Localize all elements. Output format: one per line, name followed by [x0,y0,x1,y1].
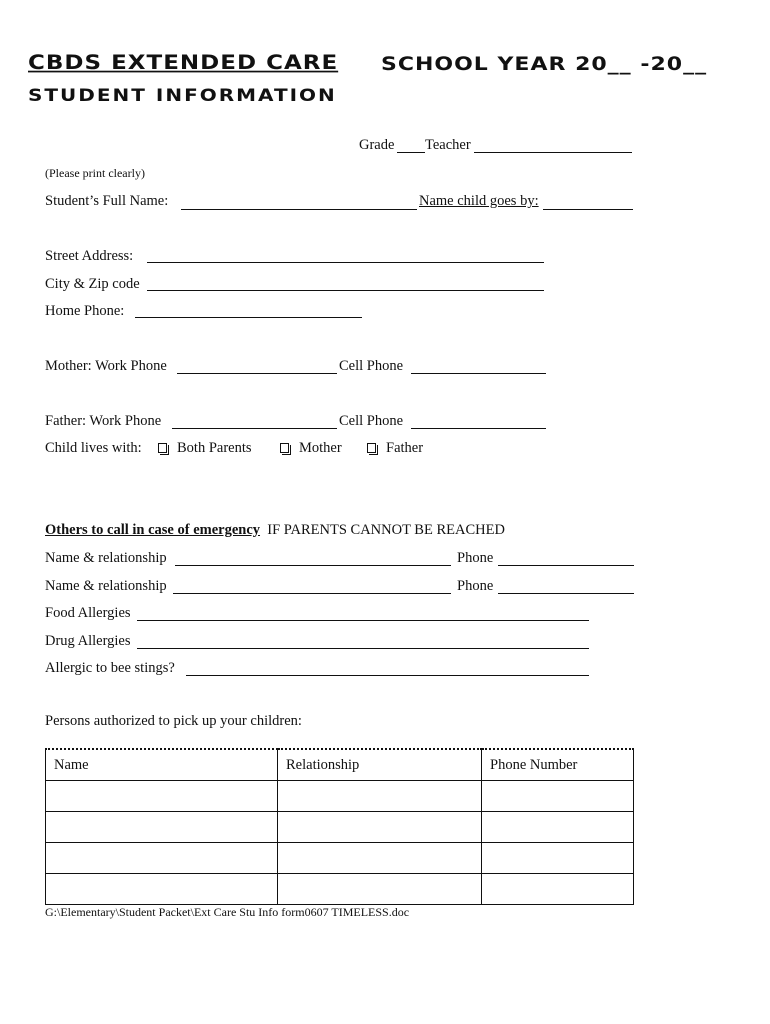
lives-with-label: Child lives with: [45,440,142,456]
table-cell[interactable] [46,843,278,874]
emergency-name-rel-1-label: Name & relationship [45,550,167,566]
column-header-relationship: Relationship [278,749,482,781]
emergency-phone-2-field[interactable] [498,593,634,594]
checkbox-icon[interactable] [158,443,167,453]
option-both-parents-label: Both Parents [177,440,252,456]
table-cell[interactable] [482,812,634,843]
form-subtitle: STUDENT INFORMATION [28,85,337,106]
street-field[interactable] [147,262,544,263]
mother-cell-label: Cell Phone [339,358,404,374]
mother-work-label: Mother: Work Phone [45,358,167,374]
drug-allergies-field[interactable] [137,648,589,649]
grade-field[interactable] [397,152,425,153]
goes-by-field[interactable] [543,209,633,210]
city-zip-label: City & Zip code [45,276,140,292]
father-work-label: Father: Work Phone [45,413,162,429]
table-cell[interactable] [278,812,482,843]
pickup-table [45,748,634,905]
table-header-row [46,749,634,781]
student-name-field[interactable] [181,209,417,210]
table-row [46,874,634,905]
option-mother-label: Mother [299,440,342,456]
table-row [46,843,634,874]
emergency-name-rel-2-field[interactable] [173,593,451,594]
emergency-heading-text: Others to call in case of emergency [45,522,261,538]
table-row [46,781,634,812]
checkbox-icon[interactable] [367,443,376,453]
option-father[interactable] [367,440,423,457]
footer-file-path: G:\Elementary\Student Packet\Ext Care Stu Info form0607 TIMELESS.doc [45,905,410,919]
father-cell-field[interactable] [411,428,546,429]
checkbox-icon[interactable] [280,443,289,453]
goes-by-label: Name child goes by: [419,193,539,209]
table-cell[interactable] [46,781,278,812]
father-cell-label: Cell Phone [339,413,404,429]
table-cell[interactable] [278,874,482,905]
emergency-heading-suffix: IF PARENTS CANNOT BE REACHED [267,522,505,538]
home-phone-field[interactable] [135,317,362,318]
food-allergies-label: Food Allergies [45,605,131,621]
column-header-phone: Phone Number [482,749,634,781]
emergency-phone-2-label: Phone [457,578,494,594]
table-cell[interactable] [482,781,634,812]
table-cell[interactable] [482,874,634,905]
table-cell[interactable] [46,812,278,843]
option-father-label: Father [386,440,424,456]
teacher-field[interactable] [474,152,632,153]
city-zip-field[interactable] [147,290,544,291]
table-cell[interactable] [482,843,634,874]
father-work-field[interactable] [172,428,337,429]
drug-allergies-label: Drug Allergies [45,633,131,649]
home-phone-label: Home Phone: [45,303,125,319]
mother-cell-field[interactable] [411,373,546,374]
column-header-name: Name [46,749,278,781]
table-cell[interactable] [278,843,482,874]
print-note: (Please print clearly) [45,166,145,180]
pickup-intro: Persons authorized to pick up your children: [45,713,302,729]
form-title: CBDS EXTENDED CARE [28,52,339,75]
table-cell[interactable] [278,781,482,812]
emergency-name-rel-1-field[interactable] [175,565,451,566]
street-label: Street Address: [45,248,134,264]
table-cell[interactable] [46,874,278,905]
emergency-name-rel-2-label: Name & relationship [45,578,167,594]
food-allergies-field[interactable] [137,620,589,621]
emergency-phone-1-field[interactable] [498,565,634,566]
school-year-heading: SCHOOL YEAR 20__ -20__ [381,54,708,76]
teacher-label: Teacher [425,137,471,153]
mother-work-field[interactable] [177,373,337,374]
option-mother[interactable] [280,440,342,457]
student-name-label: Student’s Full Name: [45,193,169,209]
emergency-phone-1-label: Phone [457,550,494,566]
bee-sting-label: Allergic to bee stings? [45,660,175,676]
bee-sting-field[interactable] [186,675,589,676]
emergency-heading [45,522,505,539]
option-both-parents[interactable] [158,440,252,457]
grade-label: Grade [359,137,395,153]
table-row [46,812,634,843]
